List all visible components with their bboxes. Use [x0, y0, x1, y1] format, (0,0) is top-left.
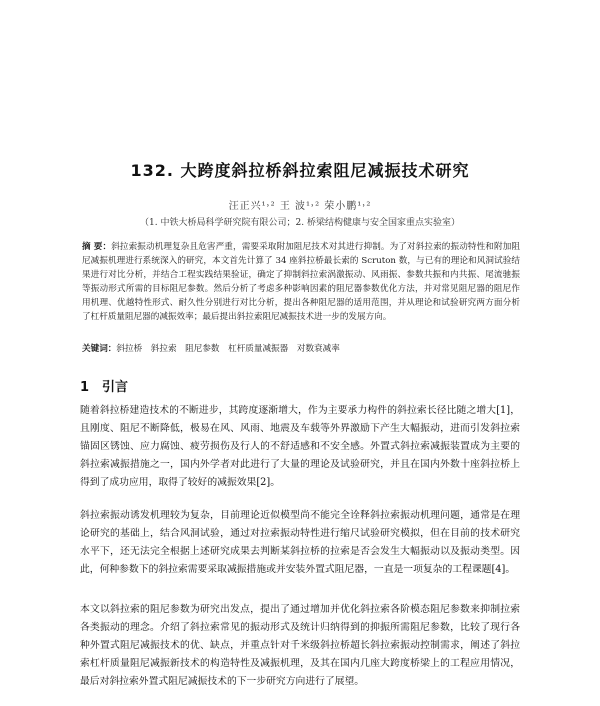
- keywords-label: 关键词：: [82, 344, 117, 354]
- keywords: [82, 342, 520, 354]
- author-list: 汪正兴¹˒² 王 波¹˒² 荣小鹏¹˒²: [228, 201, 372, 212]
- paper-title: 132. 大跨度斜拉桥斜拉索阻尼减振技术研究: [130, 161, 470, 180]
- body-paragraph: 斜拉索振动诱发机理较为复杂，目前理论近似模型尚不能完全诠释斜拉索振动机理问题，通常是在理论研究的基础上，结合风洞试验，通过对拉索振动特性进行缩尺试验研究模拟，但在目前的技术研究水平下，还无法完全根据上述研究成果去判断某斜拉桥的拉索是否会发生大幅振动以及振动类型。因此，何种参数下的斜拉索需要采取减振措施或并安装外置式阻尼器，一直是一项复杂的工程课题[4]。: [80, 510, 520, 575]
- affiliations: （1. 中铁大桥局科学研究院有限公司；2. 桥梁结构健康与安全国家重点实验室）: [140, 218, 460, 228]
- abstract: [82, 240, 520, 324]
- keywords-text: 斜拉桥 斜拉索 阻尼参数 杠杆质量减振器 对数衰减率: [116, 344, 340, 354]
- abstract-text: 斜拉索振动机理复杂且危害严重，需要采取附加阻尼技术对其进行抑制。为了对斜拉索的振动特性和附加阻尼减振机理进行系统深入的研究，本文首先计算了 34 座斜拉桥最长索的 Scruton 数，与已有的理论和风洞试验结果进行对比分析，并结合工程实践结果验证，确定了抑制斜拉索涡激振动、风雨振、参数共振和内共振、尾流驰振等振动形式所需的目标阻尼参数。然后分析了考虑多种影响因素的阻尼器参数优化方法，并对常见阻尼器的阻尼作用机理、优越特性形式、耐久性分别进行对比分析，提出各种阻尼器的适用范围，并从理论和试验研究两方面分析了杠杆质量阻尼器的减振效率；最后提出斜拉索阻尼减振技术进一步的发展方向。: [82, 242, 520, 322]
- body-paragraph: 本文以斜拉索的阻尼参数为研究出发点，提出了通过增加并优化斜拉索各阶模态阻尼参数来抑制拉索各类振动的理念。介绍了斜拉索常见的振动形式及统计归纳得到的抑振所需阻尼参数，比较了现行各种外置式阻尼减振技术的优、缺点，并重点针对千米级斜拉桥超长斜拉索振动控制需求，阐述了斜拉索杠杆质量阻尼减振新技术的构造特性及减振机理，及其在国内几座大跨度桥梁上的工程应用情况，最后对斜拉索外置式阻尼减振技术的下一步研究方向进行了展望。: [80, 604, 520, 687]
- body-paragraph: 随着斜拉桥建造技术的不断进步，其跨度逐渐增大，作为主要承力构件的斜拉索长径比随之增大[1]，且刚度、阻尼不断降低，极易在风、风雨、地震及车载等外界激励下产生大幅振动，进而引发斜拉索锚固区锈蚀、应力腐蚀、疲劳损伤及行人的不舒适感和不安全感。外置式斜拉索减振装置成为主要的斜拉索减振措施之一，国内外学者对此进行了大量的理论及试验研究，并且在国内外数十座斜拉桥上得到了成功应用，取得了较好的减振效果[2]。: [80, 405, 520, 488]
- section-heading: 1 引言: [80, 380, 129, 395]
- abstract-label: 摘 要：: [82, 242, 112, 252]
